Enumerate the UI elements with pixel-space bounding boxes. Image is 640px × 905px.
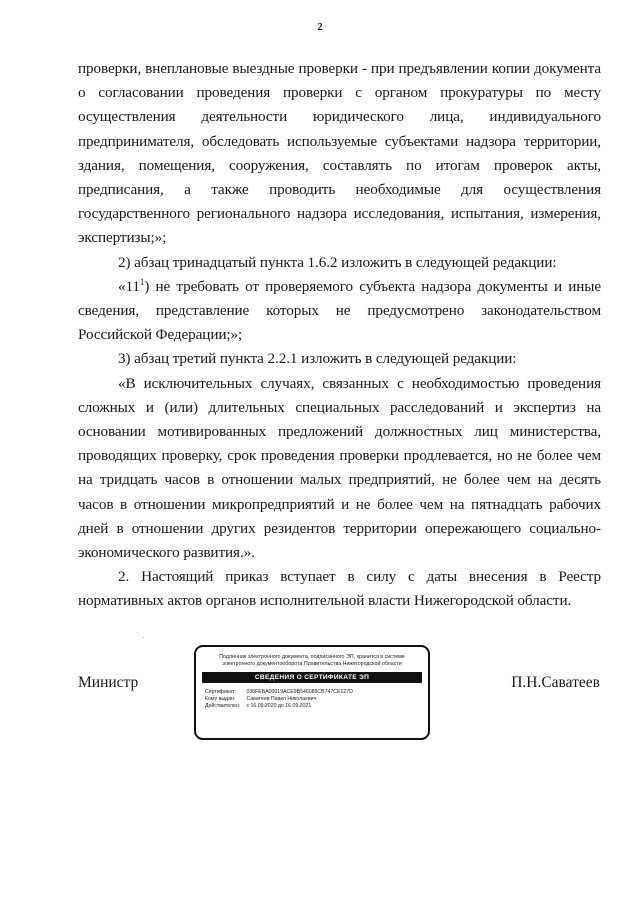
document-body xyxy=(78,57,601,614)
paragraph-4: 3) абзац третий пункта 2.2.1 изложить в следующей редакции: xyxy=(118,350,517,368)
paragraph-3-prefix: «11 xyxy=(118,277,140,295)
paragraph-6: 2. Настоящий приказ вступает в силу с даты внесения в Реестр нормативных актов органов исполнительной власти Нижегородской области. xyxy=(78,568,601,610)
stamp-owner-value: Саватеев Павел Николаевич xyxy=(246,696,317,702)
paragraph-3 xyxy=(78,275,601,348)
stamp-valid-row xyxy=(205,703,419,710)
stamp-valid-value: с 16.09.2020 до 16.09.2021 xyxy=(246,703,312,709)
paragraph-5: «В исключительных случаях, связанных с необходимостью проведения сложных и (или) длительных специальных расследований и экспертиз на основании мотивированных предложений должностных лиц министерства, проводящих проверку, срок проведения проверки продлевается, но не более чем на тридцать часов в отношении малых предприятий, не более чем на десять часов в отношении микропредприятий и не более чем на пятнадцать рабочих дней в отношении других резидентов территории опережающего социально-экономического развития.». xyxy=(78,374,601,562)
stamp-cert-row xyxy=(205,689,419,696)
stamp-owner-label: Кому выдан: xyxy=(205,696,236,702)
stamp-details xyxy=(205,689,419,710)
page-number: 2 xyxy=(317,21,323,33)
scan-mark xyxy=(143,637,144,638)
signatory-title: Министр xyxy=(78,674,139,691)
paragraph-1: проверки, внеплановые выездные проверки - при предъявлении копии документа о согласовании проведения проверки с органом прокуратуры по месту осуществления деятельности юридического лица, индивидуального предпринимателя, обследовать используемые субъектами надзора территории, здания, помещения, сооружения, составлять по итогам проверок акты, предписания, а также проводить необходимые для осуществления государственного регионального надзора исследования, испытания, измерения, экспертизы;»; xyxy=(78,60,601,247)
stamp-owner-row xyxy=(205,696,419,703)
stamp-valid-label: Действителен: xyxy=(205,703,241,709)
paragraph-2: 2) абзац тринадцатый пункта 1.6.2 изложить в следующей редакции: xyxy=(118,253,557,271)
stamp-title-bar: СВЕДЕНИЯ О СЕРТИФИКАТЕ ЭП xyxy=(202,672,422,683)
signatory-name: П.Н.Саватеев xyxy=(511,674,600,691)
paragraph-3-rest: ) не требовать от проверяемого субъекта надзора документы и иные сведения, представление которых не предусмотрено законодательством Российской Федерации;»; xyxy=(78,277,601,344)
stamp-header: Подлинник электронного документа, подписанного ЭП, хранится в системе электронного документооборота Правительства Нижегородской области xyxy=(219,654,405,667)
stamp-cert-value: 036FEBA00019ACE9B546089CB747CE127D xyxy=(246,689,353,695)
paragraph-3-superscript: 1 xyxy=(139,276,145,287)
stamp-cert-label: Сертификат: xyxy=(205,689,236,695)
electronic-signature-stamp xyxy=(194,645,430,740)
